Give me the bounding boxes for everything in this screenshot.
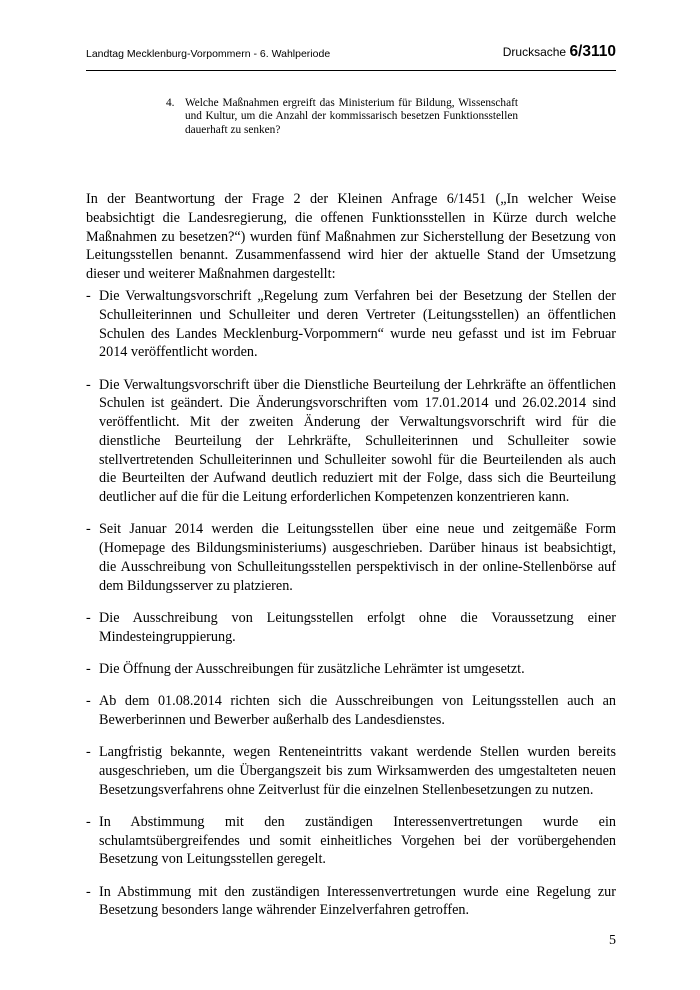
page-header — [86, 41, 616, 67]
measure-text: Seit Januar 2014 werden die Leitungsstellen über eine neue und zeitgemäße Form (Homepage des Bildungsministeriums) ausgeschrieben. Darüber hinaus ist beabsichtigt, die Ausschreibung von Schulleitungsstellen perspektivisch in der online-Stellenbörse auf dem Bildungsserver zu platzieren. — [99, 521, 616, 594]
drucksache-number: 6/3110 — [569, 43, 616, 60]
measure-item — [86, 813, 616, 869]
bullet-dash: - — [86, 288, 91, 304]
question-number: 4. — [166, 97, 175, 109]
measures-list — [86, 287, 616, 934]
measure-item — [86, 520, 616, 595]
measure-item — [86, 376, 616, 507]
measure-text: Die Verwaltungsvorschrift über die Dienstliche Beurteilung der Lehrkräfte an öffentlichen Schulen ist geändert. Die Änderungsvorschriften vom 17.01.2014 und 26.02.2014 sind veröffentlicht. Mit der zweiten Änderung der Verwaltungsvorschrift wird für die dienstliche Beurteilung der Lehrkräfte, Schulleiterinnen und Schulleiter sowie stellvertretenden Schulleiterinnen und Schulleiter sowohl für die Beurteilenden als auch die Beurteilten der Aufwand deutlich reduziert mit der Folge, dass sich die Beurteilung deutlicher auf die für die Leitung erforderlichen Kompetenzen konzentrieren kann. — [99, 376, 616, 505]
header-divider — [86, 70, 616, 71]
parliament-title: Landtag Mecklenburg-Vorpommern - 6. Wahlperiode — [86, 48, 331, 60]
measure-text: Ab dem 01.08.2014 richten sich die Ausschreibungen von Leitungsstellen auch an Bewerberinnen und Bewerber außerhalb des Landesdienstes. — [99, 693, 616, 728]
bullet-dash: - — [86, 744, 91, 760]
drucksache-label — [503, 43, 616, 61]
bullet-dash: - — [86, 521, 91, 538]
answer-intro: In der Beantwortung der Frage 2 der Kleinen Anfrage 6/1451 („In welcher Weise beabsichtigt die Landesregierung, die offenen Funktionsstellen in Kürze durch welche Maßnahmen zu besetzen?“) wurden fünf Maßnahmen zur Sicherstellung der Besetzung von Leitungsstellen benannt. Zusammenfassend wird hier der aktuelle Stand der Umsetzung dieser und weiterer Maßnahmen dargestellt: — [86, 191, 616, 282]
page-number: 5 — [609, 933, 616, 948]
measure-text: In Abstimmung mit den zuständigen Interessenvertretungen wurde eine Regelung zur Besetzung besonders lange währender Einzelverfahren getroffen. — [99, 883, 616, 919]
bullet-dash: - — [86, 693, 91, 709]
bullet-dash: - — [86, 660, 91, 677]
measure-item — [86, 287, 616, 362]
measure-item — [86, 660, 616, 679]
measure-text: Die Öffnung der Ausschreibungen für zusätzliche Lehrämter ist umgesetzt. — [99, 660, 525, 677]
bullet-dash: - — [86, 376, 91, 393]
measure-item — [86, 609, 616, 647]
measure-text: Die Ausschreibung von Leitungsstellen erfolgt ohne die Voraussetzung einer Mindesteingruppierung. — [99, 609, 616, 645]
bullet-dash: - — [86, 813, 91, 830]
measure-text: Langfristig bekannte, wegen Renteneintritts vakant werdende Stellen wurden bereits ausgeschrieben, um die Übergangszeit bis zum Wirksamwerden des umgestalteten neuen Besetzungsverfahrens ohne Zeitverlust für die einzelnen Stellenbesetzungen zu nutzen. — [99, 744, 616, 798]
drucksache-word: Drucksache — [502, 45, 567, 59]
question-text: Welche Maßnahmen ergreift das Ministerium für Bildung, Wissenschaft und Kultur, um die Anzahl der kommissarisch besetzen Funktionsstellen dauerhaft zu senken? — [185, 97, 518, 136]
measure-item — [86, 743, 616, 799]
bullet-dash: - — [86, 609, 91, 626]
measure-text: In Abstimmung mit den zuständigen Interessenvertretungen wurde ein schulamtsübergreifendes und somit einheitliches Vorgehen bei der vorübergehenden Besetzung von Leitungsstellen geregelt. — [99, 813, 616, 868]
measure-text: Die Verwaltungsvorschrift „Regelung zum Verfahren bei der Besetzung der Stellen der Schulleiterinnen und Schulleiter und deren Vertreter (Leitungsstellen) an öffentlichen Schulen des Landes Mecklenburg-Vorpommern“ wurde neu gefasst und ist im Februar 2014 veröffentlicht worden. — [99, 288, 616, 361]
bullet-dash: - — [86, 883, 91, 900]
measure-item — [86, 692, 616, 730]
question-block — [166, 97, 518, 137]
measure-item — [86, 883, 616, 921]
